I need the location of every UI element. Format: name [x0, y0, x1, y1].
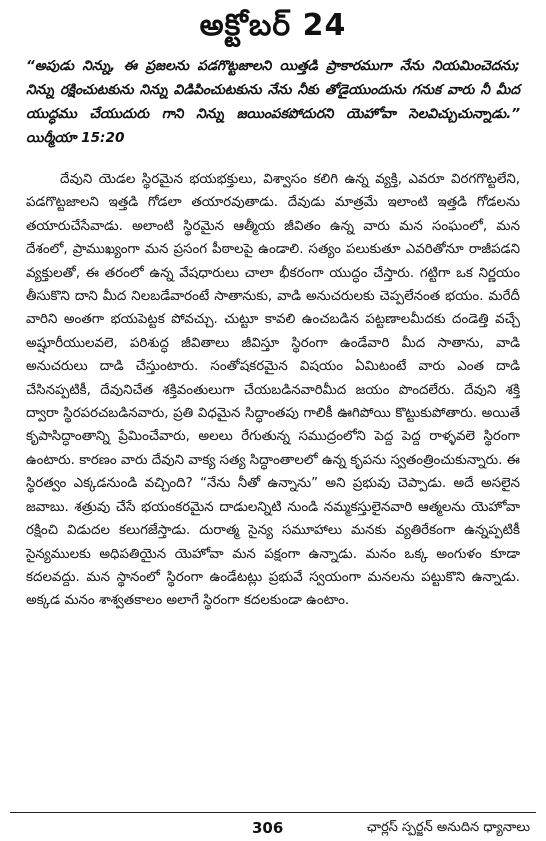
scripture-verse [26, 54, 520, 150]
verse-reference: యిర్మీయా 15:20 [26, 130, 125, 146]
book-title: ఛార్లస్ స్పర్జన్ అనుదిన ధ్యానాలు [366, 820, 530, 835]
footer-divider [10, 812, 536, 813]
page-footer [0, 818, 546, 838]
page-number: 306 [252, 819, 284, 837]
page-title: అక్టోబర్ 24 [199, 8, 347, 43]
verse-text: “అపుడు నిన్ను, ఈ ప్రజలను పడగొట్టజాలని యిత్తడి ప్రాకారముగా నేను నియమించెదను; నిన్ను రక్షించుటకును నిన్ను విడిపించుటకును నేను నీకు తోడైయుందును గనుక వారు నీ మీద యుద్ధము చేయుదురు గాని నిన్ను జయింపకపోదురని యెహోవా సెలవిచ్చుచున్నాడు.” [26, 58, 520, 122]
devotional-body: దేవుని యెడల స్థిరమైన భయభక్తులు, విశ్వాసం కలిగి ఉన్న వ్యక్తి, ఎవరూ విరగగొట్టలేని, పడగొట్టజాలని ఇత్తడి గోడలా తయారవుతాడు. దేవుడు మాత్రమే ఇలాంటి ఇత్తడి గోడలను తయారుచేసేవాడు. అలాంటి స్థిరమైన ఆత్మీయ జీవితం ఉన్న వారు మన సంఘంలో, మన దేశంలో, ప్రాముఖ్యంగా మన ప్రసంగ పీఠాలపై ఉండాలి. సత్యం పలుకుతూ ఎవరితోనూ రాజీపడని వ్యక్తులతో, ఈ తరంలో ఉన్న వేషధారులు చాలా భీకరంగా యుద్ధం చేస్తారు. గట్టిగా ఒక నిర్ణయం తీసుకొని దాని మీద నిలబడేవారంటే సాతానుకు, వాడి అనుచరులకు చెప్పలేనంత భయం. మరేదీ వారిని అంతగా భయపెట్టక పోవచ్చు. చుట్టూ కావలి ఉంచబడిన పట్టణాలమీదకు దండెత్తి వచ్చే అష్షూరీయులవలె, పరిశుద్ధ జీవితాలు జీవిస్తూ స్థిరంగా ఉండేవారి మీద సాతాను, వాడి అనుచరులు దాడి చేస్తుంటారు. సంతోషకరమైన విషయం ఏమిటంటే వారు ఎంత దాడి చేసినప్పటికీ, దేవునిచేత శక్తివంతులుగా చేయబడినవారిమీద జయం పొందలేరు. దేవుని శక్తి ద్వారా స్థిరపరచబడినవారు, ప్రతి విధమైన సిద్ధాంతపు గాలికీ ఊగిపోయి కొట్టుకుపోతారు. అయితే కృపాసిద్ధాంతాన్ని ప్రేమించేవారు, అలలు రేగుతున్న సముద్రంలోని పెద్ద పెద్ద రాళ్ళవలె స్థిరంగా ఉంటారు. కారణం వారు దేవుని వాక్య సత్య సిద్ధాంతాలలో ఉన్న కృపను స్వతంత్రించుకున్నారు. ఈ స్థిరత్వం ఎక్కడనుండి వచ్చింది? “నేను నీతో ఉన్నాను” అని ప్రభువు చెప్పాడు. అదే అసలైన జవాబు. శత్రువు చేసే భయంకరమైన దాడులన్నిటి నుండి నమ్మకస్తులైనవారి ఆత్మలను యెహోవా రక్షించి విడుదల కలుగజేస్తాడు. దురాత్మ సైన్య సమూహాలు మనకు వ్యతిరేకంగా ఉన్నప్పటికీ సైన్యములకు అధిపతియైన యెహోవా మన పక్షంగా ఉన్నాడు. మనం ఒక్క అంగుళం కూడా కదలవద్దు. మన స్థానంలో స్థిరంగా ఉండేటట్లు ప్రభువే స్వయంగా మనలను పట్టుకొని ఉన్నాడు. అక్కడ మనం శాశ్వతకాలం అలాగే స్థిరంగా కదలకుండా ఉంటాం. [26, 172, 520, 609]
